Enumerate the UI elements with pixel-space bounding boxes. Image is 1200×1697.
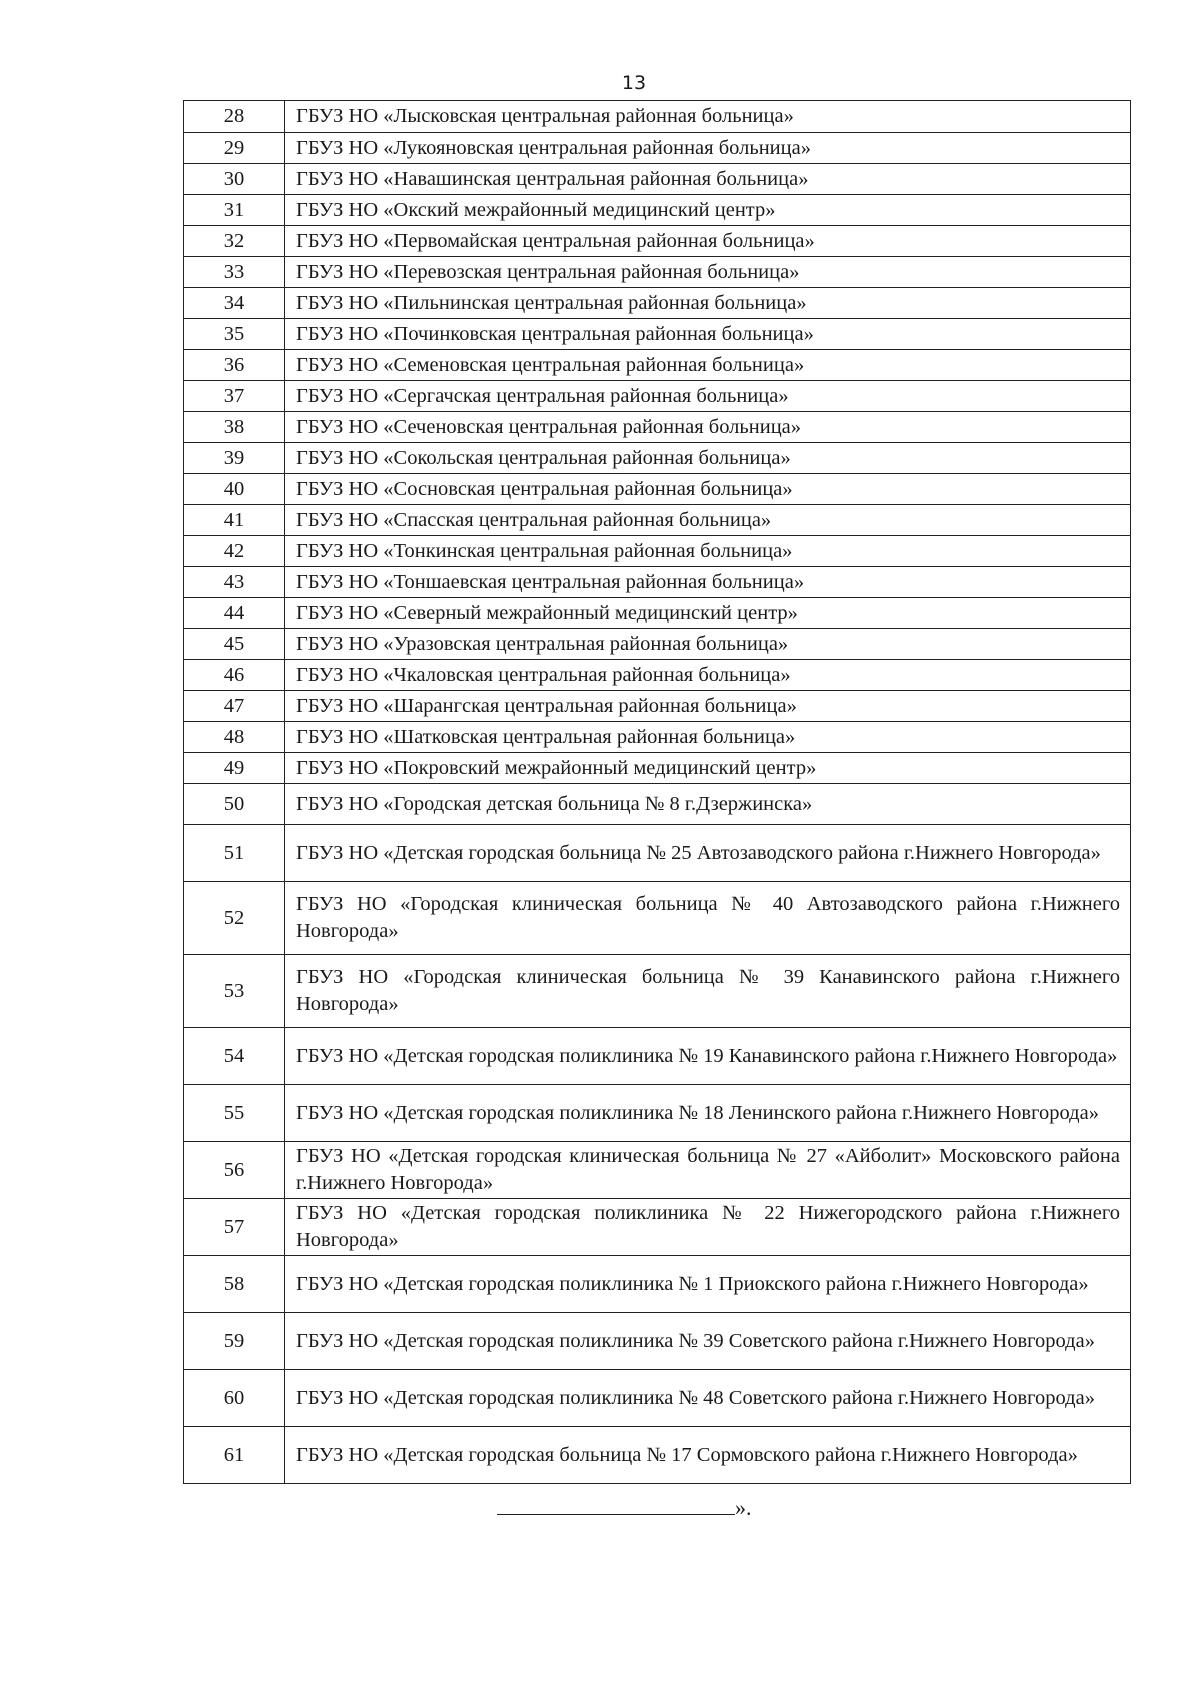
organization-name: ГБУЗ НО «Детская городская поликлиника № 22 Нижегородского района г.Нижнего Новгорода» <box>285 1199 1131 1256</box>
table-row <box>184 195 1131 226</box>
table-row <box>184 474 1131 505</box>
organization-name: ГБУЗ НО «Спасская центральная районная больница» <box>285 505 1131 536</box>
row-number: 41 <box>184 505 285 536</box>
organization-name: ГБУЗ НО «Детская городская поликлиника № 19 Канавинского района г.Нижнего Новгорода» <box>285 1028 1131 1085</box>
organization-name: ГБУЗ НО «Детская городская поликлиника № 1 Приокского района г.Нижнего Новгорода» <box>285 1256 1131 1313</box>
table-row <box>184 133 1131 164</box>
organizations-table-body <box>184 101 1131 1484</box>
table-row <box>184 1256 1131 1313</box>
row-number: 35 <box>184 319 285 350</box>
organization-name: ГБУЗ НО «Первомайская центральная районная больница» <box>285 226 1131 257</box>
row-number: 55 <box>184 1085 285 1142</box>
row-number: 51 <box>184 825 285 882</box>
table-row <box>184 101 1131 133</box>
row-number: 54 <box>184 1028 285 1085</box>
table-row <box>184 1199 1131 1256</box>
row-number: 43 <box>184 567 285 598</box>
organization-name: ГБУЗ НО «Шатковская центральная районная больница» <box>285 722 1131 753</box>
organization-name: ГБУЗ НО «Починковская центральная районная больница» <box>285 319 1131 350</box>
row-number: 29 <box>184 133 285 164</box>
closing-signature-line <box>497 1494 752 1521</box>
row-number: 39 <box>184 443 285 474</box>
organization-name: ГБУЗ НО «Покровский межрайонный медицинский центр» <box>285 753 1131 784</box>
organization-name: ГБУЗ НО «Детская городская клиническая больница № 27 «Айболит» Московского района г.Нижнего Новгорода» <box>285 1142 1131 1199</box>
row-number: 49 <box>184 753 285 784</box>
row-number: 42 <box>184 536 285 567</box>
organization-name: ГБУЗ НО «Городская клиническая больница № 40 Автозаводского района г.Нижнего Новгорода» <box>285 882 1131 955</box>
table-row <box>184 226 1131 257</box>
organization-name: ГБУЗ НО «Семеновская центральная районная больница» <box>285 350 1131 381</box>
table-row <box>184 691 1131 722</box>
blank-underline <box>497 1494 735 1515</box>
row-number: 31 <box>184 195 285 226</box>
table-row <box>184 955 1131 1028</box>
row-number: 61 <box>184 1427 285 1484</box>
row-number: 57 <box>184 1199 285 1256</box>
table-row <box>184 536 1131 567</box>
table-row <box>184 257 1131 288</box>
organization-name: ГБУЗ НО «Окский межрайонный медицинский центр» <box>285 195 1131 226</box>
row-number: 38 <box>184 412 285 443</box>
table-row <box>184 1313 1131 1370</box>
table-row <box>184 722 1131 753</box>
organization-name: ГБУЗ НО «Сергачская центральная районная больница» <box>285 381 1131 412</box>
table-row <box>184 1427 1131 1484</box>
table-row <box>184 443 1131 474</box>
row-number: 34 <box>184 288 285 319</box>
row-number: 60 <box>184 1370 285 1427</box>
table-row <box>184 629 1131 660</box>
row-number: 59 <box>184 1313 285 1370</box>
table-row <box>184 753 1131 784</box>
organization-name: ГБУЗ НО «Городская клиническая больница № 39 Канавинского района г.Нижнего Новгорода» <box>285 955 1131 1028</box>
table-row <box>184 598 1131 629</box>
organization-name: ГБУЗ НО «Чкаловская центральная районная больница» <box>285 660 1131 691</box>
table-row <box>184 660 1131 691</box>
organization-name: ГБУЗ НО «Тоншаевская центральная районная больница» <box>285 567 1131 598</box>
table-row <box>184 784 1131 825</box>
table-row <box>184 164 1131 195</box>
page-number: 13 <box>621 72 647 94</box>
organization-name: ГБУЗ НО «Навашинская центральная районная больница» <box>285 164 1131 195</box>
organization-name: ГБУЗ НО «Детская городская больница № 17 Сормовского района г.Нижнего Новгорода» <box>285 1427 1131 1484</box>
row-number: 33 <box>184 257 285 288</box>
row-number: 46 <box>184 660 285 691</box>
organization-name: ГБУЗ НО «Лукояновская центральная районная больница» <box>285 133 1131 164</box>
organization-name: ГБУЗ НО «Лысковская центральная районная больница» <box>285 101 1131 133</box>
table-row <box>184 412 1131 443</box>
table-row <box>184 825 1131 882</box>
organization-name: ГБУЗ НО «Городская детская больница № 8 г.Дзержинска» <box>285 784 1131 825</box>
table-row <box>184 1085 1131 1142</box>
organization-name: ГБУЗ НО «Пильнинская центральная районная больница» <box>285 288 1131 319</box>
row-number: 37 <box>184 381 285 412</box>
row-number: 53 <box>184 955 285 1028</box>
organization-name: ГБУЗ НО «Шарангская центральная районная больница» <box>285 691 1131 722</box>
table-row <box>184 567 1131 598</box>
table-row <box>184 381 1131 412</box>
row-number: 30 <box>184 164 285 195</box>
organization-name: ГБУЗ НО «Тонкинская центральная районная больница» <box>285 536 1131 567</box>
organization-name: ГБУЗ НО «Детская городская поликлиника № 48 Советского района г.Нижнего Новгорода» <box>285 1370 1131 1427</box>
row-number: 47 <box>184 691 285 722</box>
row-number: 52 <box>184 882 285 955</box>
organization-name: ГБУЗ НО «Северный межрайонный медицинский центр» <box>285 598 1131 629</box>
organizations-table <box>183 100 1131 1484</box>
row-number: 56 <box>184 1142 285 1199</box>
organization-name: ГБУЗ НО «Детская городская поликлиника № 39 Советского района г.Нижнего Новгорода» <box>285 1313 1131 1370</box>
table-row <box>184 505 1131 536</box>
table-row <box>184 319 1131 350</box>
organization-name: ГБУЗ НО «Перевозская центральная районная больница» <box>285 257 1131 288</box>
organization-name: ГБУЗ НО «Детская городская больница № 25 Автозаводского района г.Нижнего Новгорода» <box>285 825 1131 882</box>
row-number: 48 <box>184 722 285 753</box>
table-row <box>184 882 1131 955</box>
table-row <box>184 1142 1131 1199</box>
organization-name: ГБУЗ НО «Сеченовская центральная районная больница» <box>285 412 1131 443</box>
row-number: 28 <box>184 101 285 133</box>
row-number: 36 <box>184 350 285 381</box>
row-number: 50 <box>184 784 285 825</box>
row-number: 44 <box>184 598 285 629</box>
row-number: 40 <box>184 474 285 505</box>
table-row <box>184 288 1131 319</box>
organization-name: ГБУЗ НО «Сосновская центральная районная больница» <box>285 474 1131 505</box>
table-row <box>184 1028 1131 1085</box>
row-number: 45 <box>184 629 285 660</box>
row-number: 32 <box>184 226 285 257</box>
closing-quote-mark: ». <box>735 1495 752 1520</box>
table-row <box>184 1370 1131 1427</box>
row-number: 58 <box>184 1256 285 1313</box>
organization-name: ГБУЗ НО «Сокольская центральная районная больница» <box>285 443 1131 474</box>
organization-name: ГБУЗ НО «Уразовская центральная районная больница» <box>285 629 1131 660</box>
organization-name: ГБУЗ НО «Детская городская поликлиника № 18 Ленинского района г.Нижнего Новгорода» <box>285 1085 1131 1142</box>
table-row <box>184 350 1131 381</box>
